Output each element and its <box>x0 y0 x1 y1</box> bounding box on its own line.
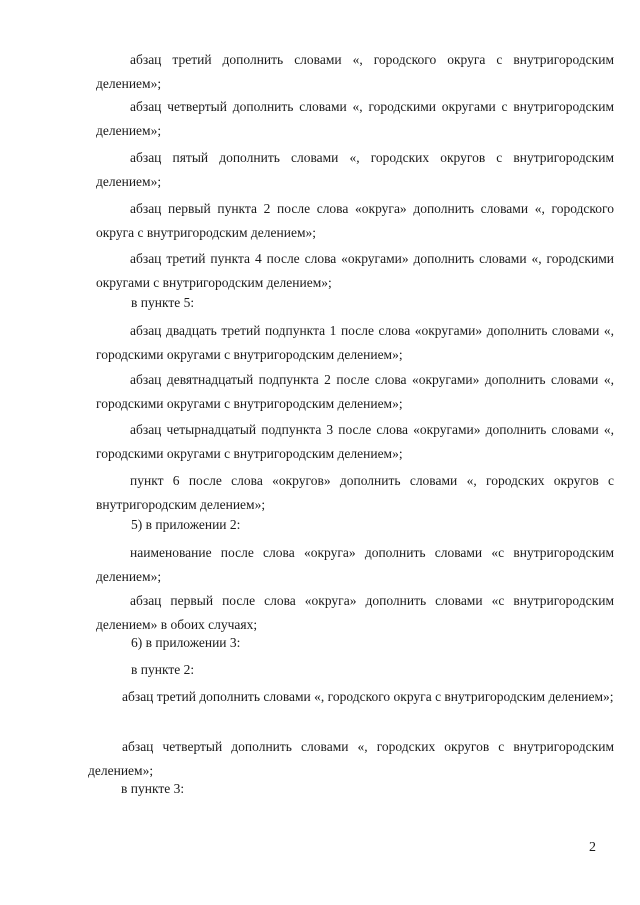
paragraph-8: абзац девятнадцатый подпункта 2 после слова «округами» дополнить словами «, городскими округами с внутригородским делением»; <box>96 372 614 411</box>
paragraph-12: наименование после слова «округа» дополнить словами «с внутригородским делением»; <box>96 545 614 584</box>
paragraph-13: абзац первый после слова «округа» дополнить словами «с внутригородским делением» в обоих случаях; <box>96 593 614 632</box>
paragraph-18: в пункте 3: <box>121 781 185 796</box>
paragraph-4: абзац первый пункта 2 после слова «округа» дополнить словами «, городского округа с внутригородским делением»; <box>96 201 614 240</box>
paragraph-10: пункт 6 после слова «округов» дополнить словами «, городских округов с внутригородским делением»; <box>96 473 614 512</box>
paragraph-9: абзац четырнадцатый подпункта 3 после слова «округами» дополнить словами «, городскими округами с внутригородским делением»; <box>96 422 614 461</box>
paragraph-11: 5) в приложении 2: <box>131 517 241 532</box>
paragraph-3: абзац пятый дополнить словами «, городских округов с внутригородским делением»; <box>96 150 614 189</box>
paragraph-15: в пункте 2: <box>131 662 195 677</box>
paragraph-1: абзац третий дополнить словами «, городского округа с внутригородским делением»; <box>96 52 614 91</box>
paragraph-14: 6) в приложении 3: <box>131 635 241 650</box>
paragraph-7: абзац двадцать третий подпункта 1 после слова «округами» дополнить словами «, городскими округами с внутригородским делением»; <box>96 323 614 362</box>
paragraph-2: абзац четвертый дополнить словами «, городскими округами с внутригородским делением»; <box>96 99 614 138</box>
paragraph-6: в пункте 5: <box>131 295 195 310</box>
paragraph-17: абзац четвертый дополнить словами «, городских округов с внутригородским делением»; <box>88 739 614 778</box>
page-number: 2 <box>589 840 596 855</box>
paragraph-16: абзац третий дополнить словами «, городского округа с внутригородским делением»; <box>122 689 614 704</box>
paragraph-5: абзац третий пункта 4 после слова «округами» дополнить словами «, городскими округами с внутригородским делением»; <box>96 251 614 290</box>
